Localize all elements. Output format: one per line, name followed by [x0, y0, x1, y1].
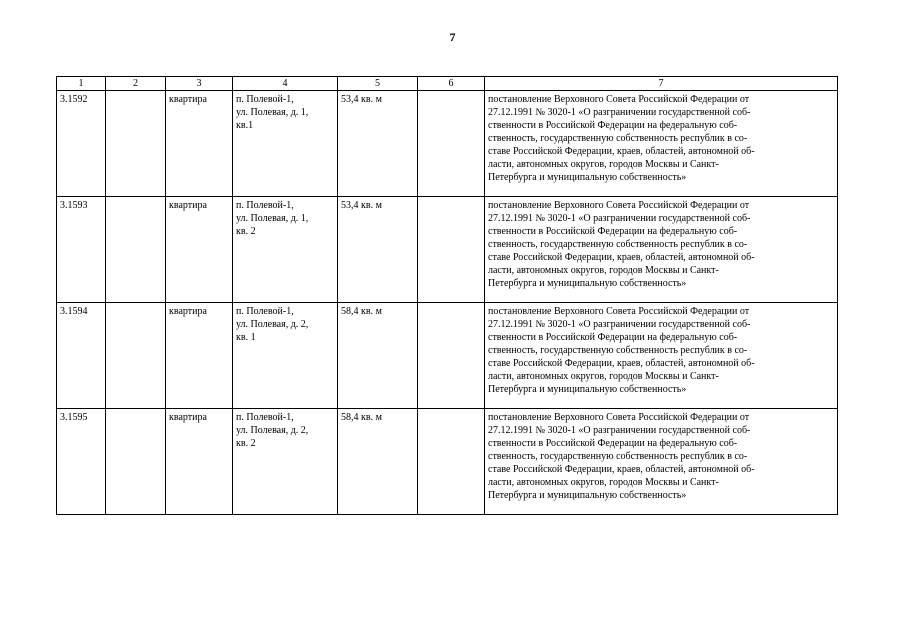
header-row — [57, 77, 838, 91]
empty-cell — [106, 409, 166, 515]
address-line: ул. Полевая, д. 2, — [236, 319, 309, 330]
column-header: 6 — [418, 77, 485, 91]
basis-line: Петербурга и муниципальную собственность» — [488, 172, 687, 183]
column-header: 7 — [485, 77, 838, 91]
table-row — [57, 91, 838, 197]
empty-cell — [106, 197, 166, 303]
basis-line: ставе Российской Федерации, краев, областей, автономной об- — [488, 252, 755, 263]
column-header: 4 — [233, 77, 338, 91]
address-line: ул. Полевая, д. 1, — [236, 107, 309, 118]
empty-cell — [418, 197, 485, 303]
column-header: 1 — [57, 77, 106, 91]
column-header: 3 — [166, 77, 233, 91]
table-row — [57, 409, 838, 515]
area-cell: 53,4 кв. м — [338, 197, 418, 303]
address-line: ул. Полевая, д. 1, — [236, 213, 309, 224]
address-line: п. Полевой-1, — [236, 94, 294, 105]
basis-line: ставе Российской Федерации, краев, областей, автономной об- — [488, 146, 755, 157]
record-number-cell: 3.1592 — [57, 91, 106, 197]
object-type-cell: квартира — [166, 91, 233, 197]
address-cell — [233, 303, 338, 409]
basis-line: ласти, автономных округов, городов Москвы и Санкт- — [488, 477, 719, 488]
basis-line: ласти, автономных округов, городов Москвы и Санкт- — [488, 265, 719, 276]
page-number: 7 — [449, 30, 456, 44]
basis-line: ственности в Российской Федерации на федеральную соб- — [488, 226, 738, 237]
record-number-cell: 3.1594 — [57, 303, 106, 409]
table-row — [57, 303, 838, 409]
address-line: п. Полевой-1, — [236, 412, 294, 423]
address-line: кв.1 — [236, 120, 254, 131]
basis-line: ственность, государственную собственность республик в со- — [488, 451, 748, 462]
object-type-cell: квартира — [166, 409, 233, 515]
basis-line: ставе Российской Федерации, краев, областей, автономной об- — [488, 464, 755, 475]
object-type-cell: квартира — [166, 197, 233, 303]
basis-line: ласти, автономных округов, городов Москвы и Санкт- — [488, 159, 719, 170]
basis-line: постановление Верховного Совета Российской Федерации от — [488, 412, 750, 423]
basis-line: постановление Верховного Совета Российской Федерации от — [488, 200, 750, 211]
object-type-cell: квартира — [166, 303, 233, 409]
legal-basis-cell — [485, 303, 838, 409]
address-line: кв. 1 — [236, 332, 256, 343]
empty-cell — [418, 91, 485, 197]
area-cell: 58,4 кв. м — [338, 303, 418, 409]
empty-cell — [106, 303, 166, 409]
basis-line: Петербурга и муниципальную собственность» — [488, 490, 687, 501]
basis-line: постановление Верховного Совета Российской Федерации от — [488, 306, 750, 317]
address-cell — [233, 197, 338, 303]
basis-line: 27.12.1991 № 3020-1 «О разграничении государственной соб- — [488, 107, 751, 118]
basis-line: ственность, государственную собственность республик в со- — [488, 345, 748, 356]
table-row — [57, 197, 838, 303]
column-header: 2 — [106, 77, 166, 91]
basis-line: ственность, государственную собственность республик в со- — [488, 239, 748, 250]
basis-line: 27.12.1991 № 3020-1 «О разграничении государственной соб- — [488, 319, 751, 330]
property-registry-table — [56, 76, 838, 515]
area-cell: 58,4 кв. м — [338, 409, 418, 515]
address-line: п. Полевой-1, — [236, 306, 294, 317]
record-number-cell: 3.1595 — [57, 409, 106, 515]
basis-line: 27.12.1991 № 3020-1 «О разграничении государственной соб- — [488, 213, 751, 224]
address-line: п. Полевой-1, — [236, 200, 294, 211]
basis-line: ственности в Российской Федерации на федеральную соб- — [488, 120, 738, 131]
column-header: 5 — [338, 77, 418, 91]
legal-basis-cell — [485, 409, 838, 515]
area-cell: 53,4 кв. м — [338, 91, 418, 197]
address-line: кв. 2 — [236, 438, 256, 449]
empty-cell — [418, 303, 485, 409]
address-line: кв. 2 — [236, 226, 256, 237]
basis-line: 27.12.1991 № 3020-1 «О разграничении государственной соб- — [488, 425, 751, 436]
basis-line: ственности в Российской Федерации на федеральную соб- — [488, 438, 738, 449]
legal-basis-cell — [485, 197, 838, 303]
basis-line: ласти, автономных округов, городов Москвы и Санкт- — [488, 371, 719, 382]
basis-line: ственности в Российской Федерации на федеральную соб- — [488, 332, 738, 343]
empty-cell — [418, 409, 485, 515]
record-number-cell: 3.1593 — [57, 197, 106, 303]
address-line: ул. Полевая, д. 2, — [236, 425, 309, 436]
basis-line: постановление Верховного Совета Российской Федерации от — [488, 94, 750, 105]
legal-basis-cell — [485, 91, 838, 197]
basis-line: ственность, государственную собственность республик в со- — [488, 133, 748, 144]
empty-cell — [106, 91, 166, 197]
basis-line: Петербурга и муниципальную собственность» — [488, 384, 687, 395]
address-cell — [233, 91, 338, 197]
basis-line: Петербурга и муниципальную собственность» — [488, 278, 687, 289]
address-cell — [233, 409, 338, 515]
basis-line: ставе Российской Федерации, краев, областей, автономной об- — [488, 358, 755, 369]
